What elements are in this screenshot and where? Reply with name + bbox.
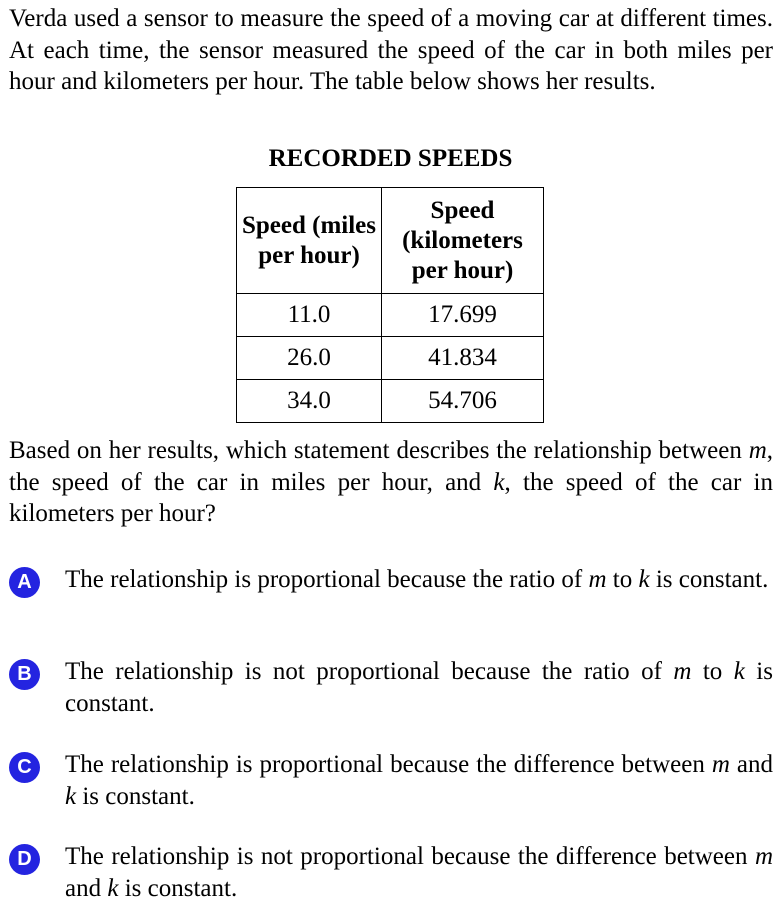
mph-cell: 11.0 xyxy=(237,294,382,337)
choice-b-badge[interactable]: B xyxy=(9,659,40,690)
question-part: Based on her results, which statement describes the relationship between xyxy=(9,437,749,464)
choice-text-part: The relationship is proportional because the difference between xyxy=(65,751,712,778)
choice-d-badge[interactable]: D xyxy=(9,844,40,875)
variable-m: m xyxy=(754,843,773,870)
choice-text-part: is constant. xyxy=(649,566,769,593)
question-text xyxy=(9,435,773,530)
choice-a-badge[interactable]: A xyxy=(9,567,40,598)
variable-k: k xyxy=(638,566,650,593)
choice-text-part: and xyxy=(729,751,773,778)
choice-text-part: is constant. xyxy=(118,875,238,902)
choice-text-part: The relationship is not proportional because the ratio of xyxy=(65,658,674,685)
variable-m: m xyxy=(711,751,730,778)
choice-text-part: is constant. xyxy=(65,658,773,717)
variable-k: k xyxy=(107,875,119,902)
choice-b-text xyxy=(65,656,773,720)
table-header-row xyxy=(237,188,544,294)
choice-d-text xyxy=(65,841,773,905)
variable-m: m xyxy=(748,437,767,464)
table-row xyxy=(237,337,544,380)
variable-m: m xyxy=(588,566,607,593)
table-row xyxy=(237,294,544,337)
kph-cell: 41.834 xyxy=(382,337,544,380)
intro-text: Verda used a sensor to measure the speed of a moving car at different times. At each time, the sensor measured the speed of the car in both miles per hour and kilometers per hour. The table below shows her results. xyxy=(9,5,773,95)
column-header-kph: Speed (kilometers per hour) xyxy=(382,188,544,294)
recorded-speeds-table xyxy=(236,187,544,423)
variable-k: k xyxy=(733,658,745,685)
question-part: , the speed of the car in kilometers per hour? xyxy=(9,468,773,527)
mph-cell: 34.0 xyxy=(237,380,382,423)
question-part: , the speed of the car in miles per hour, and xyxy=(9,437,773,496)
variable-k: k xyxy=(493,468,505,496)
choice-a-text xyxy=(65,564,773,596)
variable-m: m xyxy=(673,658,692,685)
choice-text-part: and xyxy=(65,875,108,902)
table-title: RECORDED SPEEDS xyxy=(268,145,513,172)
choice-c-badge[interactable]: C xyxy=(9,752,40,783)
table-row xyxy=(237,380,544,423)
column-header-mph: Speed (miles per hour) xyxy=(237,188,382,294)
choice-text-part: is constant. xyxy=(76,783,195,810)
variable-k: k xyxy=(65,783,77,810)
choice-text-part: to xyxy=(691,658,734,685)
kph-cell: 54.706 xyxy=(382,380,544,423)
choice-c-text xyxy=(65,749,773,813)
choice-text-part: The relationship is not proportional because the difference between xyxy=(65,843,755,870)
kph-cell: 17.699 xyxy=(382,294,544,337)
mph-cell: 26.0 xyxy=(237,337,382,380)
choice-text-part: The relationship is proportional because the ratio of xyxy=(65,566,589,593)
choice-text-part: to xyxy=(606,566,639,593)
